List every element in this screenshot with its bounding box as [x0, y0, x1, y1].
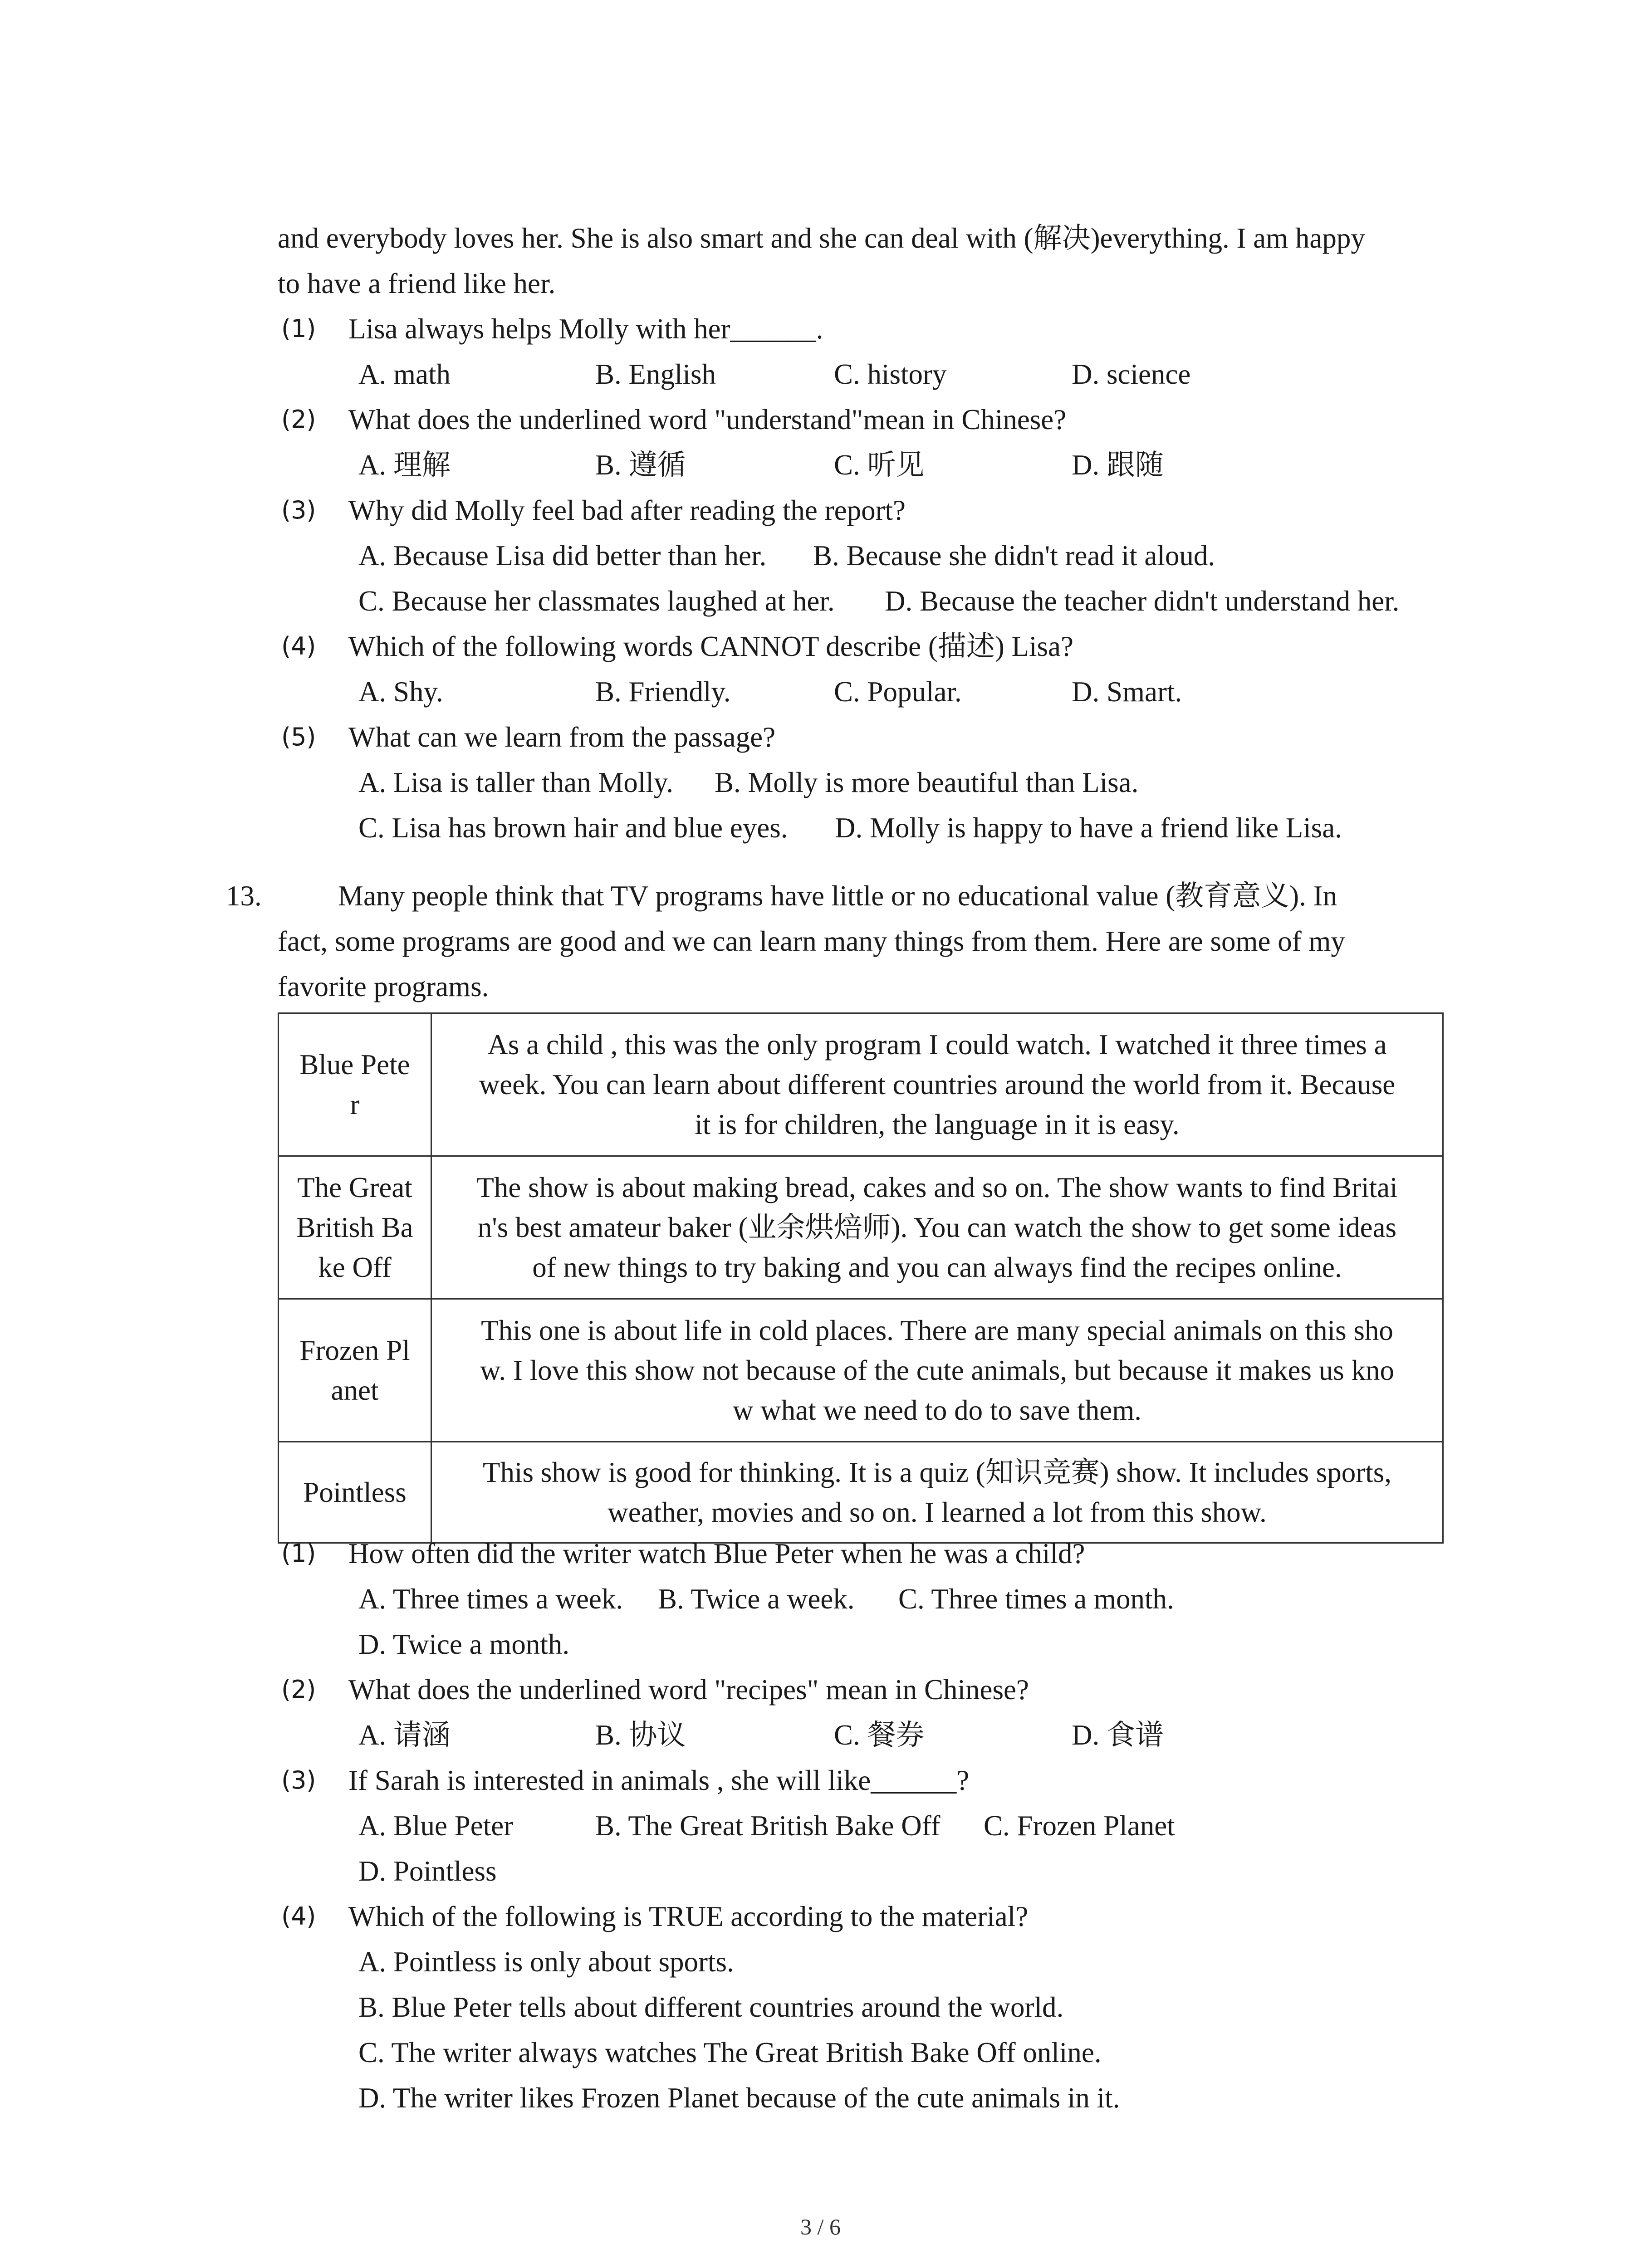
option: B. 遵循	[595, 449, 686, 481]
option: B. Friendly.	[595, 676, 731, 708]
option: C. 听见	[834, 449, 925, 481]
question-number: (1)	[281, 314, 316, 343]
question-number: (5)	[281, 723, 316, 751]
option: D. Because the teacher didn't understand her.	[885, 585, 1400, 617]
option: C. Popular.	[834, 676, 962, 708]
option: D. Twice a month.	[358, 1628, 570, 1660]
question-text: Why did Molly feel bad after reading the report?	[348, 494, 906, 526]
program-description-cell: This show is good for thinking. It is a quiz (知识竞赛) show. It includes sports, weather, movies and so on. I learned a lot from this show.	[431, 1442, 1443, 1543]
program-description-cell: The show is about making bread, cakes and so on. The show wants to find Britai n's best amateur baker (业余烘焙师). You can watch the show to get some ideas of new things to try baking and you can always find the recipes online.	[431, 1156, 1443, 1299]
table-row	[279, 1156, 1443, 1299]
table-row	[279, 1013, 1443, 1156]
passage-line: and everybody loves her. She is also smart and she can deal with (解决)everything. I am happy	[278, 222, 1365, 254]
question-number: (4)	[281, 1902, 316, 1931]
option: C. Frozen Planet	[984, 1810, 1175, 1842]
passage-line: Many people think that TV programs have little or no educational value (教育意义). In	[338, 880, 1337, 912]
option: B. Because she didn't read it aloud.	[813, 540, 1215, 572]
table-row	[279, 1299, 1443, 1442]
option: A. Three times a week.	[358, 1583, 623, 1615]
question-text: Which of the following words CANNOT describe (描述) Lisa?	[348, 631, 1073, 662]
question-text: Which of the following is TRUE according to the material?	[348, 1901, 1029, 1932]
program-description-cell: This one is about life in cold places. There are many special animals on this sho w. I love this show not because of the cute animals, but because it makes us kno w what we need to do to save them.	[431, 1299, 1443, 1442]
option: A. math	[358, 358, 451, 390]
program-description-cell: As a child , this was the only program I could watch. I watched it three times a week. You can learn about different countries around the world from it. Because it is for children, the language in it is easy.	[431, 1013, 1443, 1156]
question-text: How often did the writer watch Blue Peter when he was a child?	[348, 1538, 1085, 1569]
program-name-cell: Pointless	[279, 1442, 431, 1543]
option: B. 协议	[595, 1719, 686, 1751]
option: B. Molly is more beautiful than Lisa.	[715, 767, 1139, 798]
question-number: (2)	[281, 405, 316, 434]
table-row	[279, 1442, 1443, 1543]
question-number: (4)	[281, 632, 316, 660]
question-text: What can we learn from the passage?	[348, 721, 776, 753]
option: C. history	[834, 358, 947, 390]
question-number: (1)	[281, 1539, 316, 1568]
question-text: Lisa always helps Molly with her______.	[348, 313, 823, 345]
option: C. Because her classmates laughed at her.	[358, 585, 835, 617]
option: C. Lisa has brown hair and blue eyes.	[358, 812, 788, 844]
option: A. Shy.	[358, 676, 443, 708]
option: C. Three times a month.	[898, 1583, 1174, 1615]
option: C. 餐券	[834, 1719, 925, 1751]
option: B. The Great British Bake Off	[595, 1810, 941, 1842]
program-name-cell: The Great British Ba ke Off	[279, 1156, 431, 1299]
option: D. Pointless	[358, 1855, 497, 1887]
option: A. Pointless is only about sports.	[358, 1946, 734, 1978]
option: A. Because Lisa did better than her.	[358, 540, 767, 572]
question-text: What does the underlined word "recipes" mean in Chinese?	[348, 1674, 1029, 1706]
option: A. Lisa is taller than Molly.	[358, 767, 674, 798]
page-number: 3 / 6	[800, 2214, 841, 2239]
passage-line: to have a friend like her.	[278, 268, 556, 299]
option: D. Smart.	[1072, 676, 1182, 708]
programs-table	[278, 1012, 1444, 1544]
option: D. 食谱	[1072, 1719, 1164, 1751]
option: A. 请涵	[358, 1719, 451, 1751]
passage-line: fact, some programs are good and we can learn many things from them. Here are some of my	[278, 925, 1345, 957]
question-13-number: 13.	[226, 880, 262, 912]
program-name-cell: Blue Pete r	[279, 1013, 431, 1156]
option: A. 理解	[358, 449, 451, 481]
question-text: If Sarah is interested in animals , she will like______?	[348, 1765, 970, 1796]
option: D. The writer likes Frozen Planet because of the cute animals in it.	[358, 2082, 1120, 2114]
question-number: (3)	[281, 1766, 316, 1794]
option: D. 跟随	[1072, 449, 1164, 481]
passage-line: favorite programs.	[278, 971, 489, 1002]
option: A. Blue Peter	[358, 1810, 514, 1842]
option: B. English	[595, 358, 716, 390]
option: B. Blue Peter tells about different countries around the world.	[358, 1991, 1064, 2023]
question-text: What does the underlined word "understand"mean in Chinese?	[348, 404, 1067, 435]
question-number: (2)	[281, 1675, 316, 1704]
option: B. Twice a week.	[658, 1583, 855, 1615]
program-name-cell: Frozen Pl anet	[279, 1299, 431, 1442]
option: D. science	[1072, 358, 1191, 390]
option: D. Molly is happy to have a friend like Lisa.	[835, 812, 1342, 844]
question-number: (3)	[281, 496, 316, 524]
option: C. The writer always watches The Great British Bake Off online.	[358, 2037, 1102, 2068]
